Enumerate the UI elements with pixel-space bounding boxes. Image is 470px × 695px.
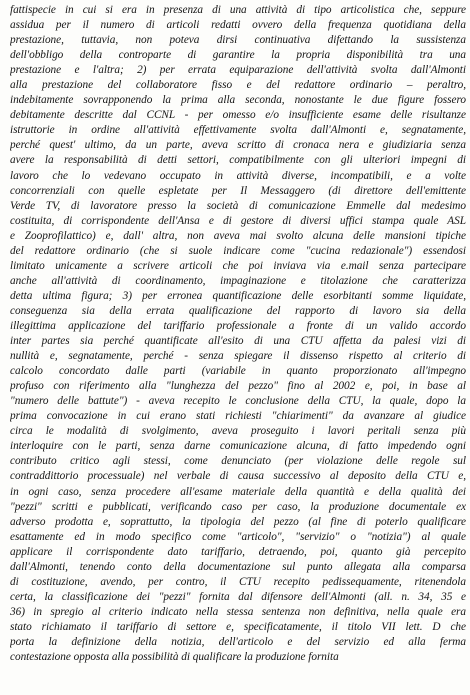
text-line: del redattore ordinario (che si suole indicare come "cucina redazionale") essendosi (10, 244, 466, 257)
text-line: stato richiamato il tariffario di settore e, specificatamente, il titolo VII lett. D che (10, 620, 466, 633)
text-line: limitato unicamente a scrivere articoli che poi inviava via e.mail senza partecipare (10, 259, 466, 272)
text-line: indebitamente sovrapponendo la prima alla seconda, nonostante le due figure fossero (10, 94, 466, 107)
text-line: interloquire con le parti, senza darne comunicazione alcuna, di fatto impedendo ogni (10, 440, 466, 453)
text-line: adverso prodotta e, soprattutto, la tipologia del pezzo (al fine di poterlo qualificare (10, 515, 466, 528)
text-line: detta ultima figura; 3) per erronea quantificazione delle esorbitanti somme liquidate, (10, 289, 466, 302)
text-line: illegittima applicazione del tariffario professionale a fronte di un valido accordo (10, 319, 466, 332)
text-line: dell'obbligo della controparte di garantire la propria disponibilità tra una (10, 49, 466, 62)
text-line: contraddittorio processuale) nel verbale di causa successivo al deposito della CTU e, (10, 470, 466, 483)
text-line: 36) in spregio al criterio indicato nella stessa sentenza non definitiva, nella quale era (10, 605, 466, 618)
text-line: prestazione e l'altra; 2) per errata equiparazione dell'attività svolta dall'Almonti (10, 64, 466, 77)
text-line: porta la definizione della notizia, dell'articolo e del servizio ed alla ferma (10, 635, 466, 648)
text-line: "numero delle battute") - aveva recepito le conclusione della CTU, la quale, dopo la (10, 395, 466, 408)
text-line: concorrenziali con quelle espletate per Il Messaggero (di direttore dell'emittente (10, 184, 466, 197)
text-line: costituita, di corrispondente dell'Ansa e di gestore di diversi uffici stampa quale ASL (10, 214, 466, 227)
text-line: circa le modalità di svolgimento, aveva proseguito i lavori peritali senza più (10, 425, 466, 438)
text-line: inter partes sia perché quantificate all'esito di una CTU affetta da palesi vizi di (10, 335, 466, 348)
text-line: contributo critico agli stessi, come denunciato (per violazione delle regole sul (10, 455, 466, 468)
text-line: istruttorie in ordine all'attività effettivamente svolta dall'Almonti e, segnatamente, (10, 124, 466, 137)
text-line: dall'Almonti, tenendo conto della documentazione sul punto allegata alla comparsa (10, 560, 466, 573)
text-line: di costituzione, avendo, per contro, il CTU recepito pedissequamente, ritenendola (10, 575, 466, 588)
text-line: in ogni caso, senza procedere all'esame materiale della quantità e della qualità dei (10, 485, 466, 498)
text-line: prima convocazione in cui erano stati richiesti "chiarimenti" da avanzare al giudice (10, 410, 466, 423)
text-line: lavoro che lo vedevano occupato in attività diverse, incompatibili, e a volte (10, 169, 466, 182)
text-line: fattispecie in cui si era in presenza di una attività di tipo articolistica che, seppure (10, 4, 466, 16)
text-line: applicare il corrispondente dato tariffario, detraendo, poi, quanto già percepito (10, 545, 466, 558)
text-line: prestazione, tuttavia, non poteva dirsi continuativa difettando la sussistenza (10, 34, 466, 47)
text-line: avere la responsabilità di detti settori, compatibilmente con gli ulteriori impegni di (10, 154, 466, 167)
text-line: anche all'attività di coordinamento, impaginazione e titolazione che caratterizza (10, 274, 466, 287)
text-line: debitamente descritte dal CCNL - per omesso e/o insufficiente esame delle risultanze (10, 109, 466, 122)
text-line: contestazione opposta alla possibilità di qualificare la produzione fornita (10, 651, 339, 664)
text-line: esattamente ed in modo specifico come "articolo", "servizio" o "notizia") al quale (10, 530, 466, 543)
text-line: e Zooprofilattico) e, dall' altra, non aveva mai svolto alcuna delle mansioni tipiche (10, 229, 466, 242)
text-line: calcolo concordato dalle parti (variabile in quanto proporzionato all'impegno (10, 365, 466, 378)
text-line: "pezzi" scritti e pubblicati, verificando caso per caso, la produzione documentale ex (10, 500, 466, 513)
text-line: Verde TV, di lavoratore presso la società di comunicazione Emmelle dal medesimo (10, 199, 466, 212)
text-line: certa, la classificazione dei "pezzi" fornita dal difensore dell'Almonti (all. n. 34, 35 e (10, 590, 466, 603)
text-line: profuso con riferimento alla "lunghezza del pezzo" fino al 2002 e, poi, in base al (10, 380, 466, 393)
text-line: assidua per il numero di articoli redatti ovvero della frequenza quotidiana della (10, 19, 466, 32)
text-line: alla prestazione del collaboratore fisso e del redattore ordinario – peraltro, (10, 79, 466, 92)
text-line: nullità e, segnatamente, perché - senza spiegare il dissenso rispetto al criterio di (10, 350, 466, 363)
text-line: conseguenza sia della errata qualificazione del rapporto di lavoro sia della (10, 304, 466, 317)
document-body (10, 3, 466, 665)
text-line: perché quest' ultimo, da un parte, aveva scritto di cronaca nera e giudiziaria senza (10, 139, 466, 152)
